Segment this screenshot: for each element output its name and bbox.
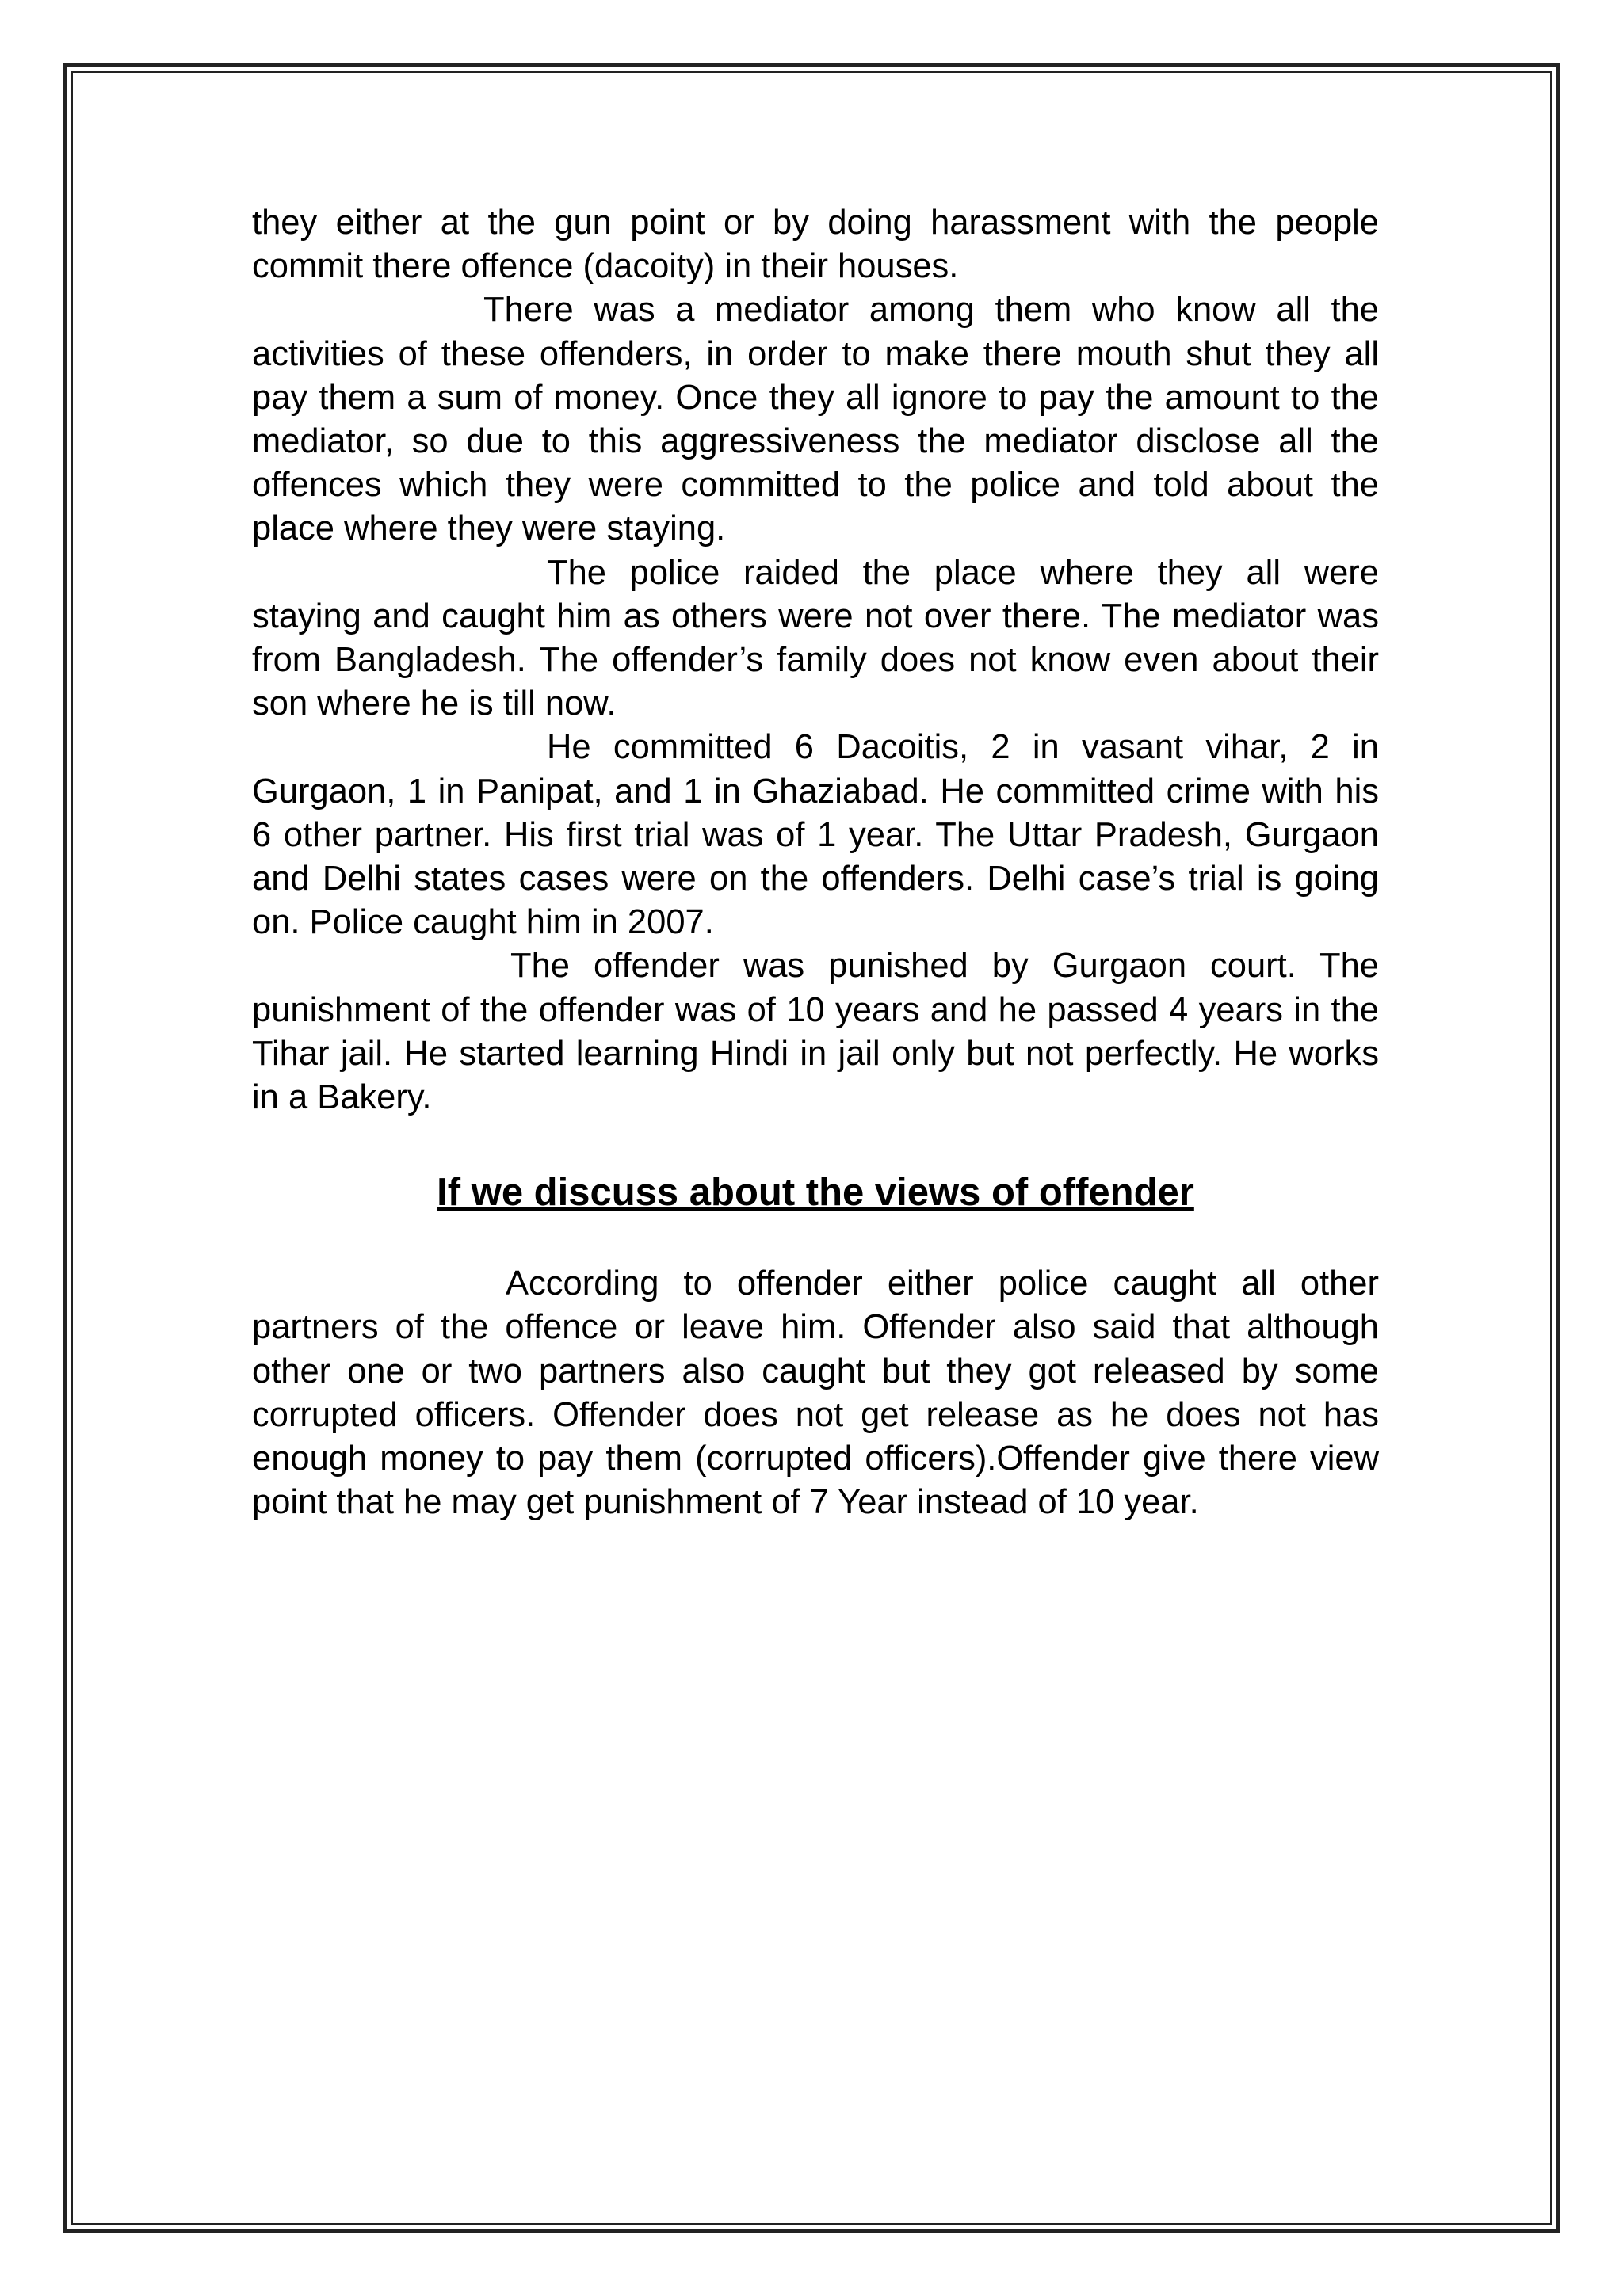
paragraph-offender-views: According to offender either police caught all other partners of the offence or leave him. Offender also said that although other one or two partners also caught but they got released by some corrupted officers. Offender does not get release as he does not has enough money to pay them (corrupted officers).Offender give there view point that he may get punishment of 7 Year instead of 10 year. bbox=[252, 1264, 1379, 1522]
paragraph-police-raid: The police raided the place where they all were staying and caught him as others were not over there. The mediator was from Bangladesh. The offender’s family does not know even about their son where he is till now. bbox=[252, 553, 1379, 723]
paragraph-dacoity-method: they either at the gun point or by doing harassment with the people commit there offence (dacoity) in their houses. bbox=[252, 204, 1379, 286]
paragraph-punishment: The offender was punished by Gurgaon court. The punishment of the offender was of 10 years and he passed 4 years in the Tihar jail. He started learning Hindi in jail only but not perfectly. He works in a Bakery. bbox=[252, 947, 1379, 1117]
document-body bbox=[252, 201, 1379, 1524]
paragraph-mediator: There was a mediator among them who know all the activities of these offenders, in order to make there mouth shut they all pay them a sum of money. Once they all ignore to pay the amount to the mediator, so due to this aggressiveness the mediator disclose all the offences which they were committed to the police and told about the place where they were staying. bbox=[252, 291, 1379, 548]
paragraph-crimes-committed: He committed 6 Dacoitis, 2 in vasant vihar, 2 in Gurgaon, 1 in Panipat, and 1 in Ghaziabad. He committed crime with his 6 other partner. His first trial was of 1 year. The Uttar Pradesh, Gurgaon and Delhi states cases were on the offenders. Delhi case’s trial is going on. Police caught him in 2007. bbox=[252, 728, 1379, 942]
section-heading: If we discuss about the views of offender bbox=[437, 1171, 1194, 1215]
